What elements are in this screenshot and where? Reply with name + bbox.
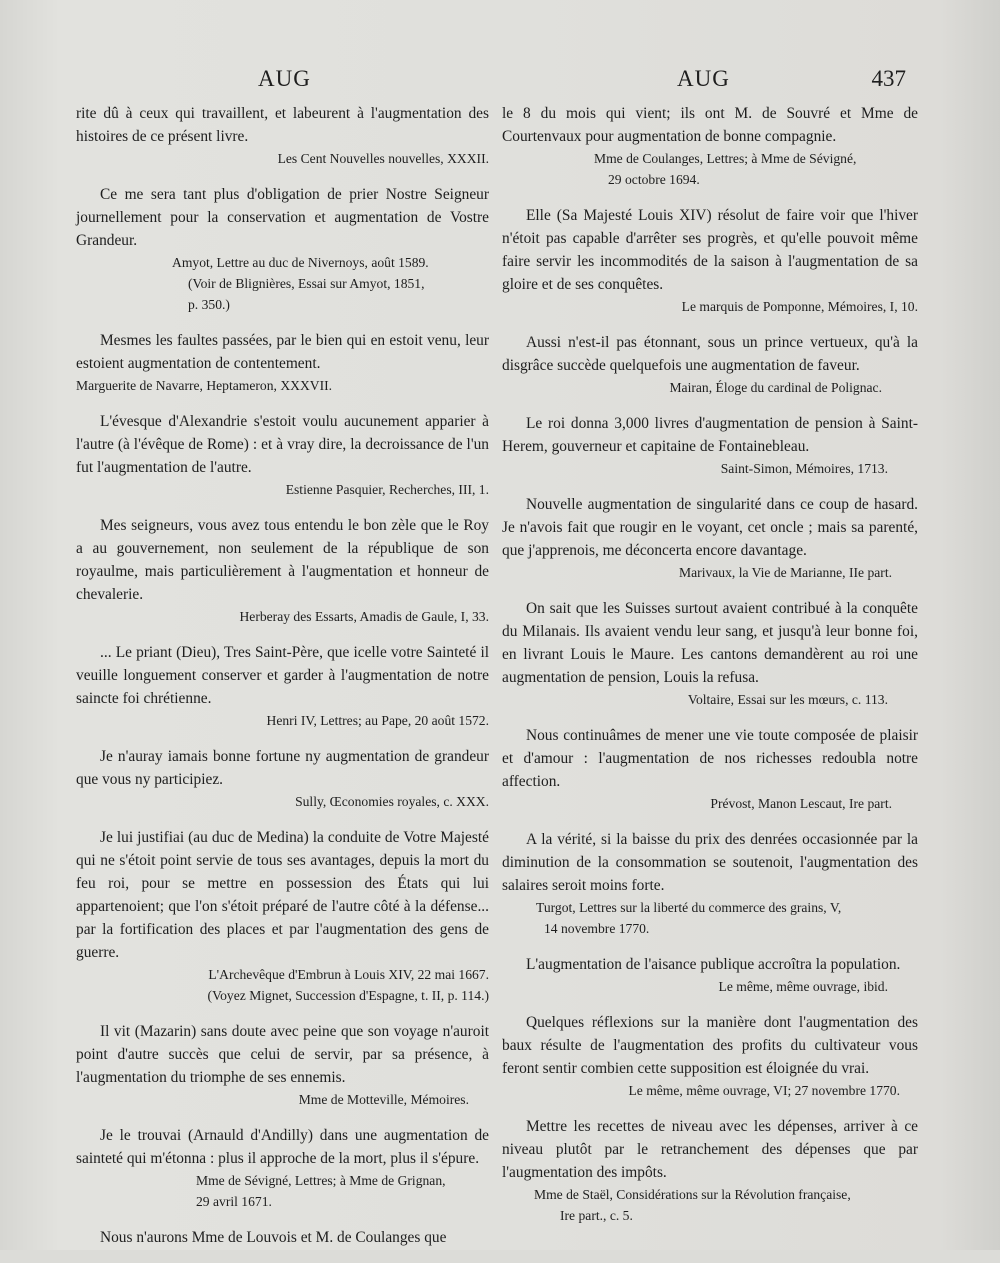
quotation-text: Nous n'aurons Mme de Louvois et M. de Coulanges que	[100, 1229, 447, 1246]
quotation-entry	[76, 641, 489, 731]
citation: Mme de Staël, Considérations sur la Révolution française, Ire part., c. 5.	[534, 1187, 851, 1223]
quotation-text: Nouvelle augmentation de singularité dans ce coup de hasard. Je n'avois fait que rougir en le voyant, cet oncle ; mais sa parenté, que j'apprenois, me déconcerta encore davantage.	[502, 496, 918, 559]
quotation-entry	[76, 514, 489, 627]
quotation-entry	[502, 1011, 918, 1101]
citation: Saint-Simon, Mémoires, 1713.	[720, 461, 888, 476]
citation: Herberay des Essarts, Amadis de Gaule, I, 33.	[239, 609, 489, 624]
citation: Prévost, Manon Lescaut, Ire part.	[710, 796, 892, 811]
quotation-text: Ce me sera tant plus d'obligation de prier Nostre Seigneur journellement pour la conservation et augmentation de Vostre Grandeur.	[76, 186, 489, 249]
citation: Marivaux, la Vie de Marianne, IIe part.	[679, 565, 892, 580]
quotation-entry	[76, 183, 489, 315]
quotation-text: L'évesque d'Alexandrie s'estoit voulu aucunement apparier à l'autre (à l'évêque de Rome) : et à vray dire, la decroissance de l'un fut l'augmentation de l'autre.	[76, 413, 489, 476]
quotation-entry	[502, 1115, 918, 1226]
quotation-entry	[76, 410, 489, 500]
quotation-text: Aussi n'est-il pas étonnant, sous un prince vertueux, qu'à la disgrâce succède quelquefois une augmentation de faveur.	[502, 334, 918, 374]
quotation-entry	[76, 102, 489, 169]
citation: Mme de Coulanges, Lettres; à Mme de Sévigné, 29 octobre 1694.	[594, 151, 857, 187]
citation: Estienne Pasquier, Recherches, III, 1.	[285, 482, 489, 497]
citation: Mme de Motteville, Mémoires.	[298, 1092, 469, 1107]
citation: Les Cent Nouvelles nouvelles, XXXII.	[277, 151, 489, 166]
quotation-text: Le roi donna 3,000 livres d'augmentation de pension à Saint-Herem, gouverneur et capitaine de Fontainebleau.	[502, 415, 918, 455]
right-column	[502, 102, 918, 1240]
citation: Le marquis de Pomponne, Mémoires, I, 10.	[681, 299, 918, 314]
citation: Marguerite de Navarre, Heptameron, XXXVII.	[76, 378, 333, 393]
citation: L'Archevêque d'Embrun à Louis XIV, 22 mai 1667. (Voyez Mignet, Succession d'Espagne, t. II, p. 114.)	[207, 967, 489, 1003]
quotation-text: Mesmes les faultes passées, par le bien qui en estoit venu, leur estoient augmentation de contentement.	[76, 332, 489, 372]
quotation-entry	[502, 493, 918, 583]
left-column	[76, 102, 489, 1263]
quotation-text: Quelques réflexions sur la manière dont l'augmentation des baux résulte de l'augmentation des profits du cultivateur vous feront sentir combien cette supposition est éloignée du vrai.	[502, 1014, 918, 1077]
quotation-entry	[502, 102, 918, 190]
quotation-entry	[502, 204, 918, 317]
quotation-entry	[76, 329, 489, 396]
quotation-text: Mettre les recettes de niveau avec les dépenses, arriver à ce niveau plutôt par le retranchement des dépenses que par l'augmentation des impôts.	[502, 1118, 918, 1181]
running-head-right: AUG	[677, 66, 730, 91]
quotation-entry	[502, 597, 918, 710]
citation: Sully, Œconomies royales, c. XXX.	[295, 794, 489, 809]
quotation-entry	[502, 828, 918, 939]
quotation-entry	[76, 745, 489, 812]
quotation-entry	[502, 953, 918, 997]
quotation-entry	[76, 1020, 489, 1110]
citation: Turgot, Lettres sur la liberté du commerce des grains, V, 14 novembre 1770.	[536, 900, 842, 936]
quotation-text: Il vit (Mazarin) sans doute avec peine que son voyage n'auroit point d'autre succès que celui de servir, par sa présence, à l'augmentation du triomphe de ses ennemis.	[76, 1023, 489, 1086]
quotation-text: Nous continuâmes de mener une vie toute composée de plaisir et d'amour : l'augmentation de nos richesses redoubla notre affection.	[502, 727, 918, 790]
citation: Mairan, Éloge du cardinal de Polignac.	[669, 380, 882, 395]
quotation-entry	[76, 826, 489, 1006]
quotation-text: Je lui justifiai (au duc de Medina) la conduite de Votre Majesté qui ne s'étoit point servie de tous ses avantages, depuis la mort du feu roi, pour se mettre en possession des États qui lui appartenoient; que l'on s'étoit préparé de l'autre côté à la défense... par la fortification des places et par l'augmentation des gens de guerre.	[76, 829, 489, 961]
quotation-entry	[76, 1124, 489, 1212]
quotation-text: A la vérité, si la baisse du prix des denrées occasionnée par la diminution de la consommation se soutenoit, l'augmentation des salaires seroit moins forte.	[502, 831, 918, 894]
page-number: 437	[871, 66, 906, 91]
citation: Le même, même ouvrage, VI; 27 novembre 1770.	[628, 1083, 900, 1098]
quotation-text: ... Le priant (Dieu), Tres Saint-Père, que icelle votre Sainteté il veuille longuement conserver et garder à l'augmentation de notre saincte foi chrétienne.	[76, 644, 489, 707]
citation: Voltaire, Essai sur les mœurs, c. 113.	[687, 692, 888, 707]
citation: Mme de Sévigné, Lettres; à Mme de Grignan, 29 avril 1671.	[196, 1173, 446, 1209]
quotation-text: Je le trouvai (Arnauld d'Andilly) dans une augmentation de sainteté qui m'étonna : plus il approche de la mort, plus il s'épure.	[76, 1127, 489, 1167]
quotation-entry	[502, 412, 918, 479]
quotation-text: le 8 du mois qui vient; ils ont M. de Souvré et Mme de Courtenvaux pour augmentation de bonne compagnie.	[502, 105, 918, 145]
quotation-text: L'augmentation de l'aisance publique accroîtra la population.	[526, 956, 901, 973]
quotation-text: rite dû à ceux qui travaillent, et labeurent à l'augmentation des histoires de ce présent livre.	[76, 105, 489, 145]
quotation-text: On sait que les Suisses surtout avaient contribué à la conquête du Milanais. Ils avaient vendu leur sang, et jusqu'à leur bonne foi, en livrant Louis le Maure. Les cantons demandèrent au roi une augmentation de pension, Louis la refusa.	[502, 600, 918, 686]
quotation-text: Mes seigneurs, vous avez tous entendu le bon zèle que le Roy a au gouvernement, non seulement de la république de son royaulme, mais particulièrement à l'augmentation et honneur de chevalerie.	[76, 517, 489, 603]
running-head-left: AUG	[258, 66, 311, 91]
quotation-entry	[502, 331, 918, 398]
quotation-text: Elle (Sa Majesté Louis XIV) résolut de faire voir que l'hiver n'étoit pas capable d'arrêter ses progrès, et qu'elle pouvoit même faire servir les incommodités de la saison à l'augmentation de sa gloire et de ses conquêtes.	[502, 207, 918, 293]
citation: Le même, même ouvrage, ibid.	[718, 979, 888, 994]
quotation-entry	[502, 724, 918, 814]
quotation-entry	[76, 1226, 489, 1249]
citation: Henri IV, Lettres; au Pape, 20 août 1572.	[266, 713, 489, 728]
quotation-text: Je n'auray iamais bonne fortune ny augmentation de grandeur que vous ny participiez.	[76, 748, 489, 788]
citation: Amyot, Lettre au duc de Nivernoys, août 1589. (Voir de Blignières, Essai sur Amyot, 1851, p. 350.)	[172, 255, 429, 312]
